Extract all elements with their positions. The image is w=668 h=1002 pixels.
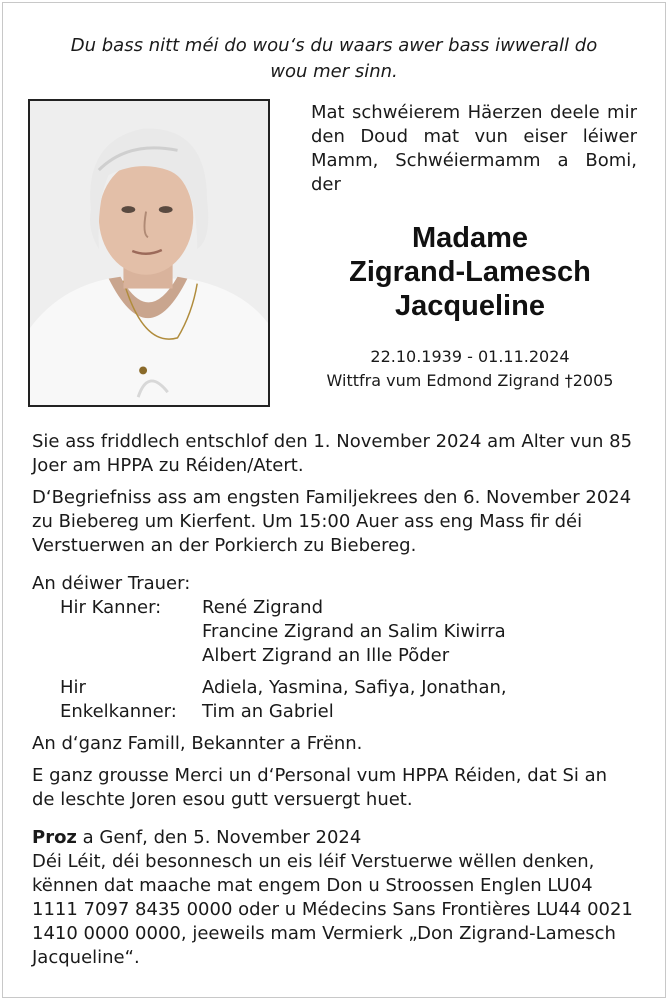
child-name: Albert Zigrand an Ille Põder [202,645,450,666]
mourning-label: An déiwer Trauer: [32,573,191,594]
funeral-paragraph: D‘Begriefniss ass am engsten Familjekrees den 6. November 2024 zu Biebereg um Kierfent. Um 15:00 Auer ass eng Mass fir déi Verstuerwen an der Porkierch zu Biebereg. [32,487,632,556]
name-surname: Zigrand-Lamesch [349,256,591,288]
child-name: Francine Zigrand an Salim Kiwirra [202,621,506,642]
life-dates [303,345,637,393]
children-row [32,596,635,668]
portrait-photo-icon [30,101,268,405]
grandchildren-line: Adiela, Yasmina, Safiya, Jonathan, [202,677,507,698]
child-name: René Zigrand [202,597,323,618]
children-label: Hir Kanner: [60,597,162,618]
motto-line-1: Du bass nitt méi do wou‘s du waars awer bass iwwerall do [70,35,598,56]
proz-word: Proz [32,827,77,848]
death-paragraph: Sie ass friddlech entschlof den 1. November 2024 am Alter vun 85 Joer am HPPA zu Réiden/Atert. [32,431,633,476]
obituary-notice [2,2,666,998]
thanks-paragraph: E ganz grousse Merci un d‘Personal vum HPPA Réiden, dat Si an de leschte Joren esou gutt versuergt huet. [32,765,608,810]
place-date-line [32,826,635,850]
grandchildren-row [32,676,635,724]
children-list [202,596,635,668]
place-date: a Genf, den 5. November 2024 [76,827,362,848]
intro-text: Mat schwéierem Häerzen deele mir den Doud mat vun eiser léiwer Mamm, Schwéiermamm a Bomi, der [311,102,637,195]
deceased-name [303,221,637,323]
motto [43,33,625,85]
name-title: Madame [411,222,529,254]
donation-paragraph: Déi Léit, déi besonnesch un eis léif Verstuerwe wëllen denken, kënnen dat maache mat engem Don u Stroossen Englen LU04 1111 7097 8435 0000 oder u Médecins Sans Frontières LU44 0021 1410 0000 0000, jeeweils mam Vermierk „Don Zigrand-Lamesch Jacqueline“. [32,851,633,968]
portrait-photo [28,99,270,407]
motto-line-2: wou mer sinn. [270,61,398,82]
widow-note: Wittfra vum Edmond Zigrand †2005 [326,371,614,390]
family-line: An d‘ganz Famill, Bekannter a Frënn. [32,733,363,754]
birth-death-dates: 22.10.1939 - 01.11.2024 [370,347,570,366]
grandchildren-list [202,676,635,724]
name-firstname: Jacqueline [395,290,545,322]
grandchildren-label: Hir Enkelkanner: [60,677,177,722]
notice-body [32,430,635,970]
grandchildren-line: Tim an Gabriel [202,701,334,722]
